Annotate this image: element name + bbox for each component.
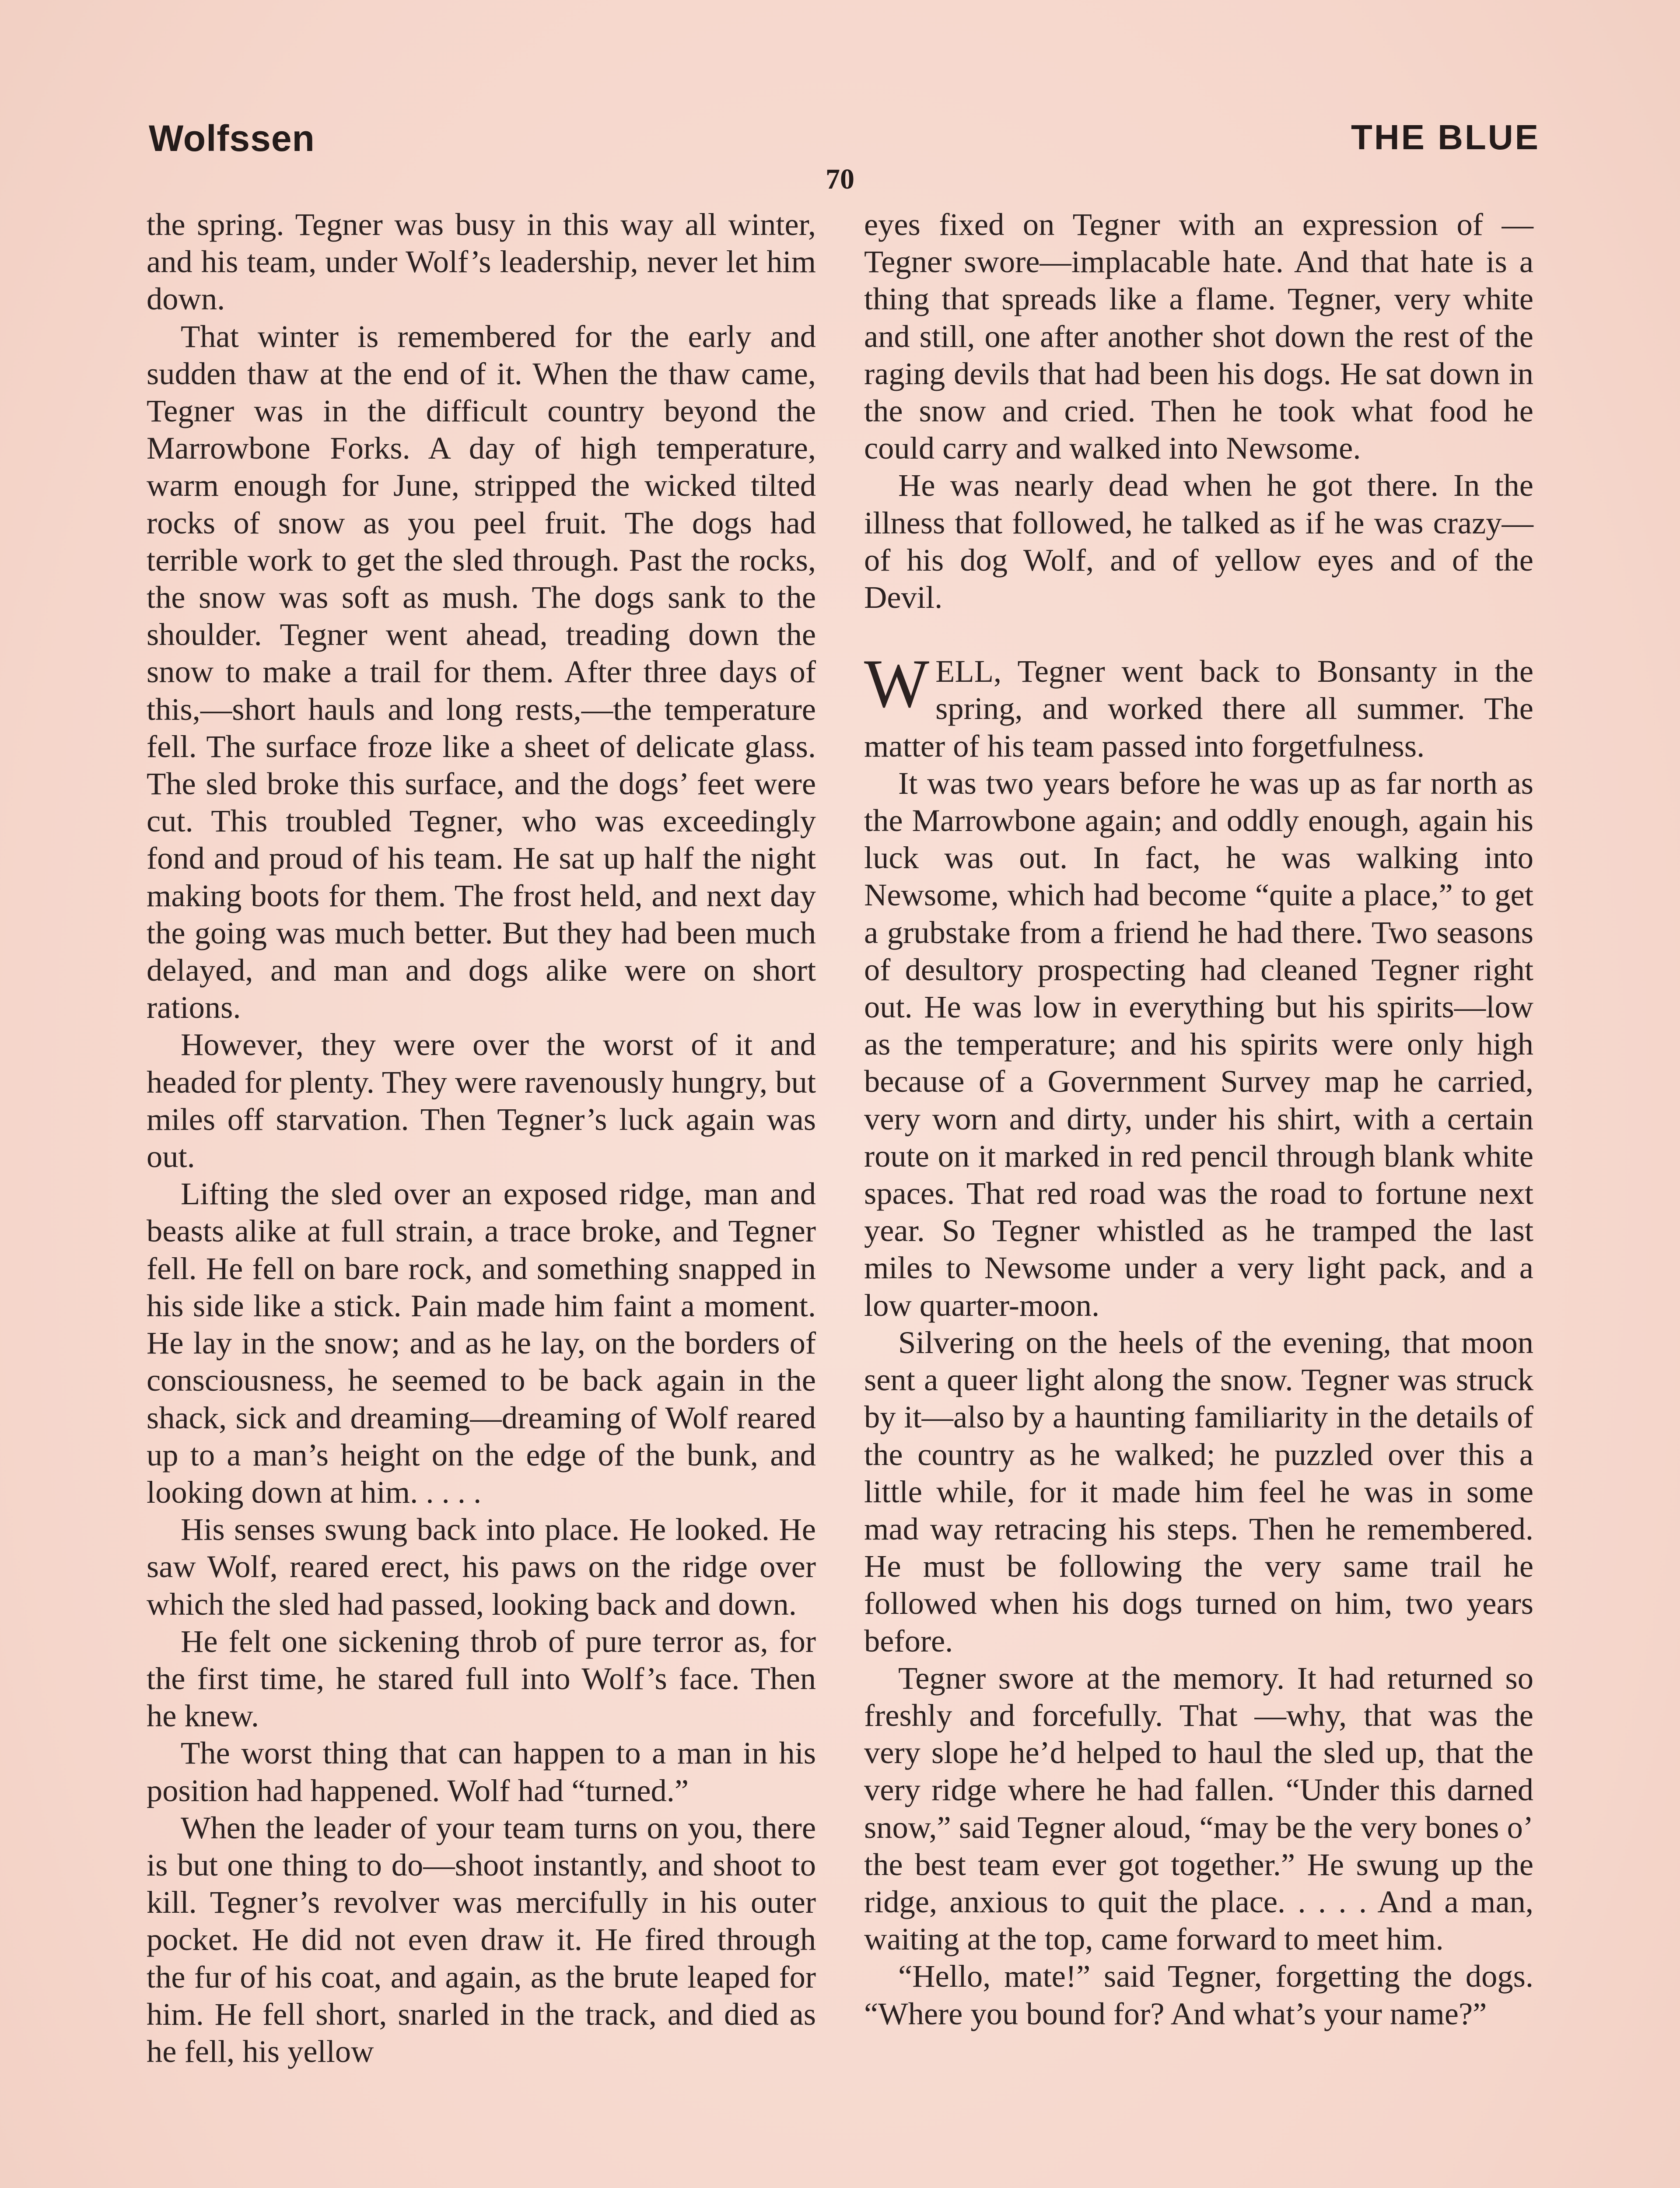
paragraph: It was two years before he was up as far north as the Marrowbone again; and oddly enough, again his luck was out. In fact, he was walking into Newsome, which had become “quite a place,” to get a grubstake from a friend he had there. Two seasons of desultory prospecting had cleaned Tegner right out. He was low in everything but his spirits—low as the temperature; and his spirits were only high because of a Government Survey map he carried, very worn and dirty, under his shirt, with a certain route on it marked in red pencil through blank white spaces. That red road was the road to fortune next year. So Tegner whistled as he tramped the last miles to Newsome under a very light pack, and a low quarter-moon. — [864, 765, 1533, 1323]
paragraph: Tegner swore at the memory. It had returned so freshly and forcefully. That —why, that was the very slope he’d helped to haul the sled up, that the very ridge where he had fallen. “Under this darned snow,” said Tegner aloud, “may be the very bones o’ the best team ever got together.” He swung up the ridge, anxious to quit the place. . . . . And a man, waiting at the top, came forward to meet him. — [864, 1660, 1533, 1957]
section-opening-paragraph — [864, 645, 1533, 764]
paragraph: However, they were over the worst of it and headed for plenty. They were ravenously hungry, but miles off starvation. Then Tegner’s luck again was out. — [147, 1027, 816, 1175]
running-head-title: Wolfssen — [149, 118, 315, 159]
section-opening-text: ELL, Tegner went back to Bonsanty in the spring, and worked there all summer. The matter of his team passed into forgetfulness. — [864, 653, 1533, 764]
running-head-magazine: THE BLUE — [1351, 118, 1540, 157]
paragraph: “Hello, mate!” said Tegner, forgetting the dogs. “Where you bound for? And what’s your name?” — [864, 1958, 1533, 2031]
drop-cap: W — [864, 645, 930, 722]
paragraph: Silvering on the heels of the evening, that moon sent a queer light along the snow. Tegner was struck by it—also by a haunting familiarity in the details of the country as he walked; he puzzled over this a little while, for it made him feel he was in some mad way retracing his steps. Then he remembered. He must be following the very same trail he followed when his dogs turned on him, two years before. — [864, 1324, 1533, 1659]
page-number: 70 — [826, 163, 854, 195]
paragraph: the spring. Tegner was busy in this way all winter, and his team, under Wolf’s leadership, never let him down. — [147, 207, 816, 317]
left-column — [147, 206, 816, 2070]
paragraph: When the leader of your team turns on you, there is but one thing to do—shoot instantly, and shoot to kill. Tegner’s revolver was mercifully in his outer pocket. He did not even draw it. He fired through the fur of his coat, and again, as the brute leaped for him. He fell short, snarled in the track, and died as he fell, his yellow — [147, 1809, 816, 2069]
right-column — [864, 206, 1533, 2032]
paragraph: The worst thing that can happen to a man in his position had happened. Wolf had “turned.” — [147, 1735, 816, 1808]
paragraph: He was nearly dead when he got there. In the illness that followed, he talked as if he was crazy—of his dog Wolf, and of yellow eyes and of the Devil. — [864, 467, 1533, 615]
paragraph: Lifting the sled over an exposed ridge, man and beasts alike at full strain, a trace broke, and Tegner fell. He fell on bare rock, and something snapped in his side like a stick. Pain made him faint a moment. He lay in the snow; and as he lay, on the borders of consciousness, he seemed to be back again in the shack, sick and dreaming—dreaming of Wolf reared up to a man’s height on the edge of the bunk, and looking down at him. . . . . — [147, 1176, 816, 1510]
paragraph: That winter is remembered for the early and sudden thaw at the end of it. When the thaw came, Tegner was in the difficult country beyond the Marrowbone Forks. A day of high temperature, warm enough for June, stripped the wicked tilted rocks of snow as you peel fruit. The dogs had terrible work to get the sled through. Past the rocks, the snow was soft as mush. The dogs sank to the shoulder. Tegner went ahead, treading down the snow to make a trail for them. After three days of this,—short hauls and long rests,—the temperature fell. The surface froze like a sheet of delicate glass. The sled broke this surface, and the dogs’ feet were cut. This troubled Tegner, who was exceedingly fond and proud of his team. He sat up half the night making boots for them. The frost held, and next day the going was much better. But they had been much delayed, and man and dogs alike were on short rations. — [147, 318, 816, 1025]
paragraph: eyes fixed on Tegner with an expression of —Tegner swore—implacable hate. And that hate is a thing that spreads like a flame. Tegner, very white and still, one after another shot down the rest of the raging devils that had been his dogs. He sat down in the snow and cried. Then he took what food he could carry and walked into Newsome. — [864, 207, 1533, 466]
paragraph: He felt one sickening throb of pure terror as, for the first time, he stared full into Wolf’s face. Then he knew. — [147, 1623, 816, 1734]
paragraph: His senses swung back into place. He looked. He saw Wolf, reared erect, his paws on the ridge over which the sled had passed, looking back and down. — [147, 1511, 816, 1622]
